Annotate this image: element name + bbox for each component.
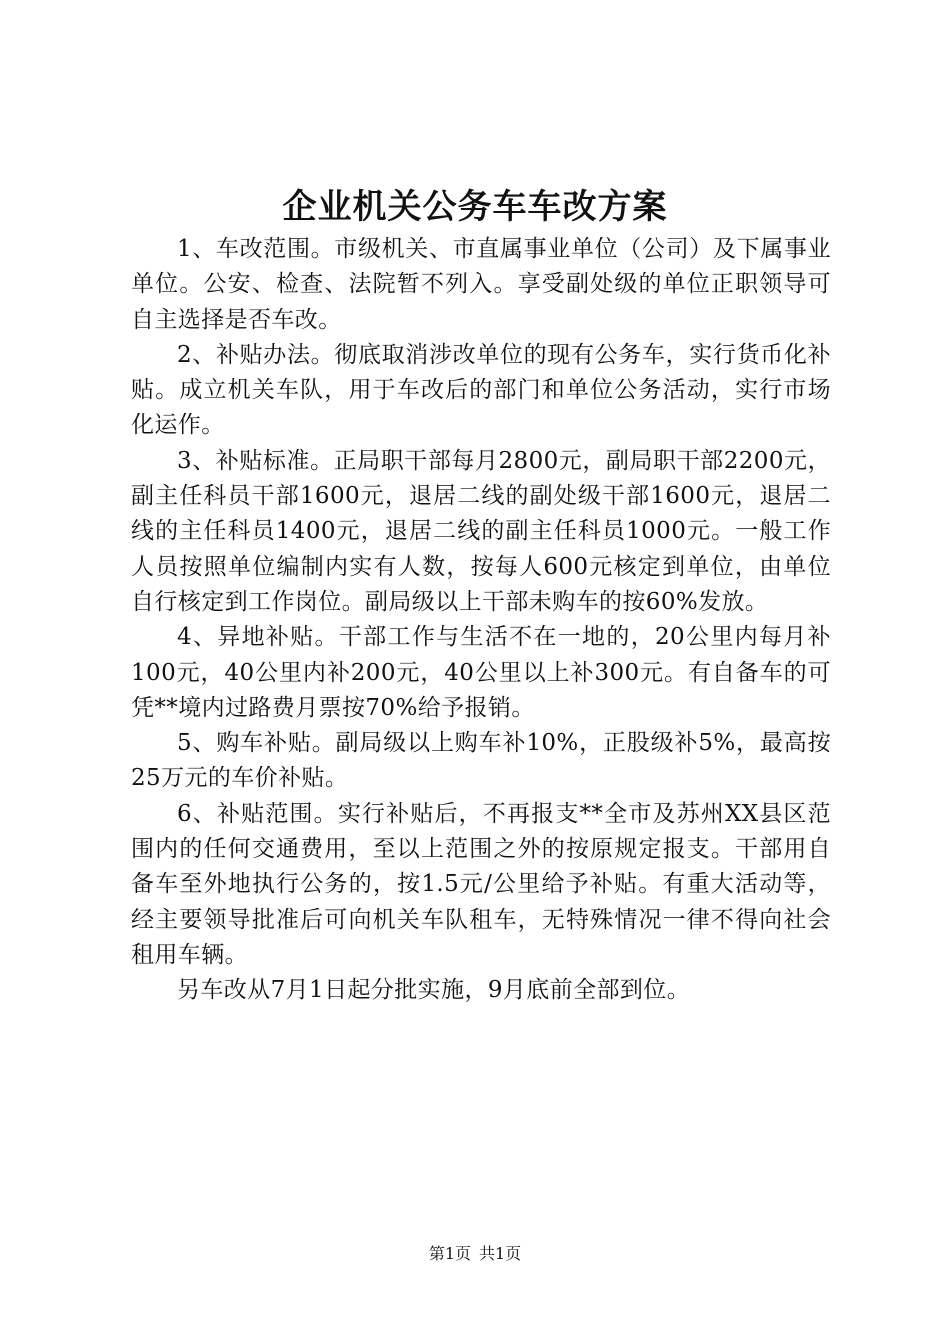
page-total: 共1页 [479, 1244, 522, 1263]
paragraph-subsidy-range: 6、补贴范围。实行补贴后，不再报支**全市及苏州XX县区范围内的任何交通费用，至以上范围之外的按原规定报支。干部用自备车至外地执行公务的，按1.5元/公里给予补贴。有重大活动等，经主要领导批准后可向机关车队租车，无特殊情况一律不得向社会租用车辆。 [131, 800, 831, 968]
paragraph-implementation: 另车改从7月1日起分批实施，9月底前全部到位。 [177, 977, 691, 1004]
paragraph-purchase-subsidy: 5、购车补贴。副局级以上购车补10%，正股级补5%，最高按25万元的车价补贴。 [131, 730, 831, 792]
document-body [131, 232, 831, 1009]
page-number: 第1页 [428, 1244, 471, 1263]
paragraph-scope: 1、车改范围。市级机关、市直属事业单位（公司）及下属事业单位。公安、检查、法院暂不列入。享受副处级的单位正职领导可自主选择是否车改。 [131, 236, 831, 333]
paragraph-subsidy-method: 2、补贴办法。彻底取消涉改单位的现有公务车，实行货币化补贴。成立机关车队，用于车改后的部门和单位公务活动，实行市场化运作。 [131, 341, 831, 439]
paragraph-remote-subsidy: 4、异地补贴。干部工作与生活不在一地的，20公里内每月补100元，40公里内补200元，40公里以上补300元。有自备车的可凭**境内过路费月票按70%给予报销。 [131, 624, 831, 721]
paragraph-subsidy-standard: 3、补贴标准。正局职干部每月2800元，副局职干部2200元，副主任科员干部1600元，退居二线的副处级干部1600元，退居二线的主任科员1400元，退居二线的副主任科员1000元。一般工作人员按照单位编制内实有人数，按每人600元核定到单位，由单位自行核定到工作岗位。副局级以上干部未购车的按60%发放。 [131, 447, 831, 615]
document-title: 企业机关公务车车改方案 [282, 187, 668, 227]
page-footer [0, 1242, 950, 1266]
